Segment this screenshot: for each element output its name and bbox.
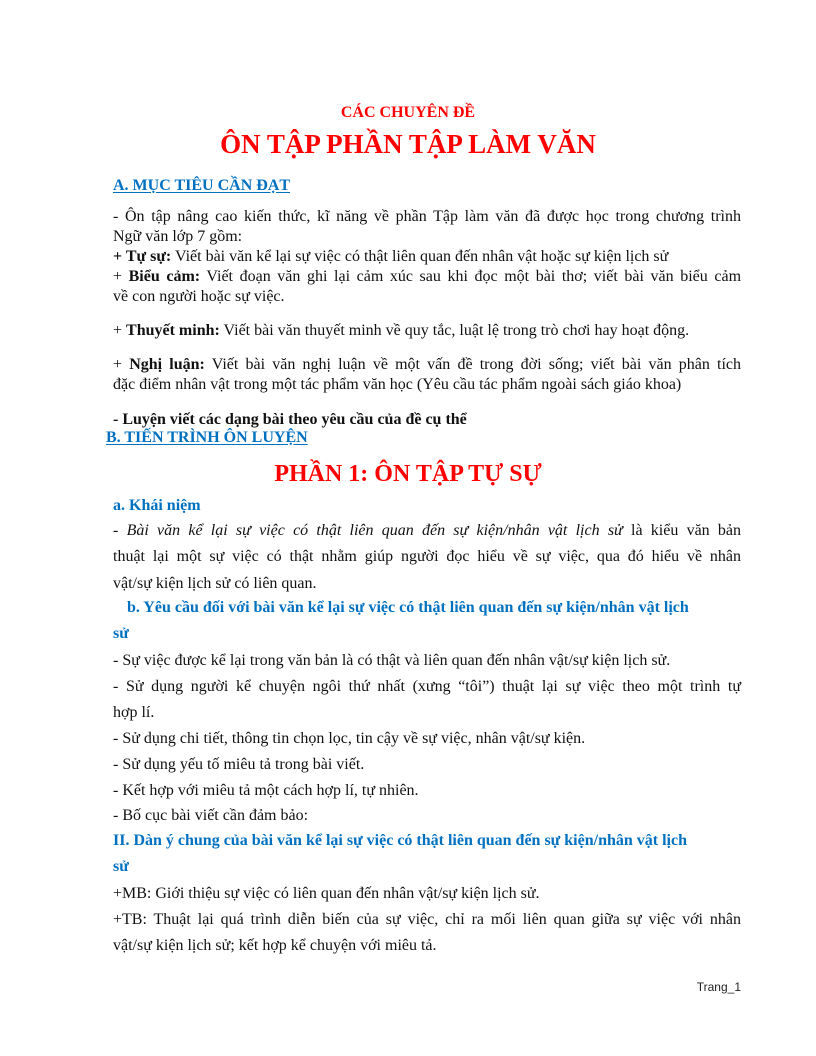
requirement-item: - Sự việc được kể lại trong văn bản là có thật và liên quan đến nhân vật/sự kiện lịch sử. xyxy=(113,652,671,669)
requirements-heading-line-1: b. Yêu cầu đối với bài văn kể lại sự việc có thật liên quan đến sự kiện/nhân vật lịch xyxy=(127,599,689,616)
concept-dash: - xyxy=(113,522,127,539)
bieu-cam-line-1 xyxy=(113,267,741,287)
concept-line-1 xyxy=(113,521,741,541)
section-a-heading xyxy=(113,177,290,195)
nghi-luan-text-1: Viết bài văn nghị luận về một vấn đề trong đời sống; viết bài văn phân tích xyxy=(204,356,742,373)
bieu-cam-line-2: về con người hoặc sự việc. xyxy=(113,288,285,305)
concept-italic: Bài văn kể lại sự việc có thật liên quan đến sự kiện/nhân vật lịch sử xyxy=(126,522,623,539)
bieu-cam-text-1: Viết đoạn văn ghi lại cảm xúc sau khi đọc một bài thơ; viết bài văn biểu cảm xyxy=(200,268,742,285)
concept-line-3: vật/sự kiện lịch sử có liên quan. xyxy=(113,575,317,592)
thuyet-minh-text: Viết bài văn thuyết minh về quy tắc, luật lệ trong trò chơi hay hoạt động. xyxy=(219,322,690,339)
section-b-heading xyxy=(106,429,308,447)
concept-rest: là kiểu văn bản xyxy=(622,522,742,539)
tu-su-label: + Tự sự: xyxy=(113,248,172,265)
nghi-luan-line-1 xyxy=(113,355,741,375)
thuyet-minh-label: Thuyết minh: xyxy=(126,322,220,339)
nghi-luan-prefix: + xyxy=(113,356,130,373)
section-b-heading-text: B. TIẾN TRÌNH ÔN LUYỆN xyxy=(106,429,308,446)
section-a-heading-text: A. MỤC TIÊU CẦN ĐẠT xyxy=(113,177,291,194)
tu-su-line xyxy=(113,247,741,267)
requirement-item: - Kết hợp với miêu tả một cách hợp lí, tự nhiên. xyxy=(113,782,419,799)
nghi-luan-label: Nghị luận: xyxy=(129,356,205,373)
requirement-item: - Sử dụng yếu tố miêu tả trong bài viết. xyxy=(113,756,365,773)
requirement-item: - Bố cục bài viết cần đảm bảo: xyxy=(113,807,309,824)
concept-heading: a. Khái niệm xyxy=(113,497,201,514)
thuyet-minh-prefix: + xyxy=(113,322,127,339)
intro-line-1: - Ôn tập nâng cao kiến thức, kĩ năng về phần Tập làm văn đã được học trong chương trình xyxy=(113,208,741,225)
bieu-cam-label: Biểu cảm: xyxy=(128,268,201,285)
outline-mb: +MB: Giới thiệu sự việc có liên quan đến nhân vật/sự kiện lịch sử. xyxy=(113,885,540,902)
requirements-heading-line-2: sử xyxy=(113,625,129,642)
outline-tb-line-2: vật/sự kiện lịch sử; kết hợp kể chuyện với miêu tả. xyxy=(113,937,437,954)
requirement-item: hợp lí. xyxy=(113,704,155,721)
page-number: Trang_1 xyxy=(696,980,741,994)
concept-line-2: thuật lại một sự việc có thật nhằm giúp người đọc hiểu về sự việc, qua đó hiểu về nhân xyxy=(113,548,741,565)
thuyet-minh-line xyxy=(113,321,741,341)
requirement-item: - Sử dụng người kể chuyện ngôi thứ nhất (xưng “tôi”) thuật lại sự việc theo một trình tự xyxy=(113,678,741,695)
requirement-item: - Sử dụng chi tiết, thông tin chọn lọc, tin cậy về sự việc, nhân vật/sự kiện. xyxy=(113,730,586,747)
bieu-cam-prefix: + xyxy=(113,268,129,285)
document-kicker: CÁC CHUYÊN ĐỀ xyxy=(340,104,476,121)
tu-su-text: Viết bài văn kể lại sự việc có thật liên quan đến nhân vật hoặc sự kiện lịch sử xyxy=(171,248,669,265)
document-title: ÔN TẬP PHẦN TẬP LÀM VĂN xyxy=(220,129,596,159)
part-1-title: PHẦN 1: ÔN TẬP TỰ SỰ xyxy=(274,461,542,487)
outline-heading-line-1: II. Dàn ý chung của bài văn kể lại sự việc có thật liên quan đến sự kiện/nhân vật lịch xyxy=(113,832,687,849)
outline-tb-line-1: +TB: Thuật lại quá trình diễn biến của sự việc, chỉ ra mối liên quan giữa sự việc với nhân xyxy=(113,911,741,928)
nghi-luan-line-2: đặc điểm nhân vật trong một tác phẩm văn học (Yêu cầu tác phẩm ngoài sách giáo khoa) xyxy=(113,376,682,393)
practice-line: - Luyện viết các dạng bài theo yêu cầu của đề cụ thể xyxy=(113,411,467,428)
outline-heading-line-2: sử xyxy=(113,858,129,875)
intro-line-2: Ngữ văn lớp 7 gồm: xyxy=(113,228,243,245)
